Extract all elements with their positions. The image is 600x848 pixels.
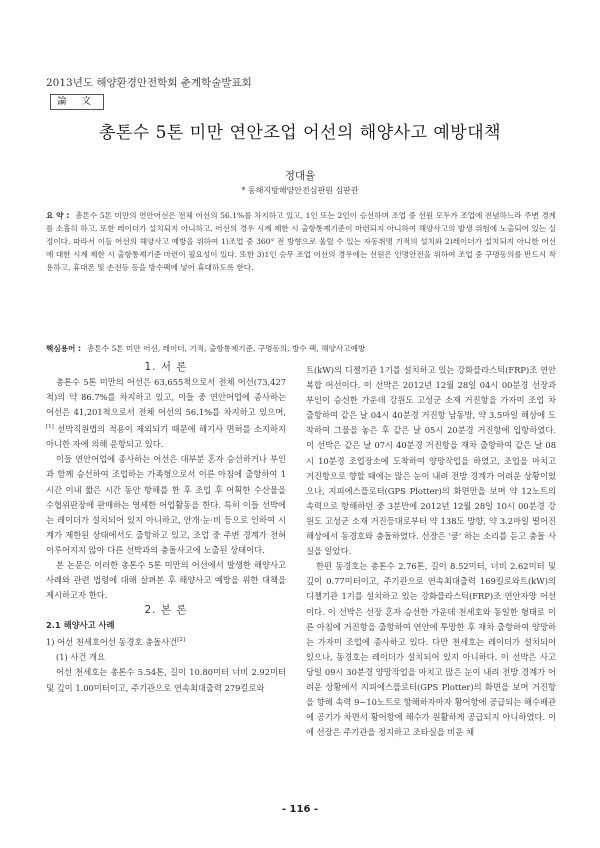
section-heading-intro: 1. 서 론	[144, 361, 188, 373]
left-column	[46, 360, 286, 696]
paragraph: 트(kW)의 디젤기관 1기를 설치하고 있는 강화플라스틱(FRP)조 연안복합 어선이다. 이 선박은 2012년 12월 28일 04시 00분경 선장과 부인이 승선한 가운데 강원도 고성군 소재 거진항을 가자미 조업 차 출항하여 같은 날 04시 40분경 거진항 남동방, 약 3.5마일 해상에 도착하여 그물을 놓은 후 같은 날 05시 20분경 거진항에 입항하였다. 이 선박은 같은 날 07시 40분경 거진항을 재차 출항하여 같은 날 08시 10분경 조업장소에 도착하여 양망작업을 하였고, 조업을 마치고 거진항으로 향할 때에는 많은 눈이 내려 전방 경계가 어려운 상황이었으나, 지피에스플로터(GPS Plotter)의 화면만을 보며 약 12노트의 속력으로 항해하던 중 3분만에 2012년 12월 28일 10시 00분경 강원도 고성군 소재 거진등대로부터 약 138도 방향, 약 3.2마일 떨어진 해상에서 동경호와 충돌하였다. 선장은 '쿵' 하는 소리를 듣고 충돌 사실을 알았다.	[306, 365, 556, 557]
article-type-tag: 論 文	[50, 94, 104, 110]
paragraph-text: 선박직원법의 적용이 제외되기 때문에 해기사 면허를 소지하지 아니한 자에 의해 운항되고 있다.	[46, 424, 286, 450]
abstract-text: 총톤수 5톤 미만의 연안어선은 전체 어선의 56.1%를 차지하고 있고, 1인 또는 2인이 승선하며 조업 중 선원 모두가 조업에 전념하느라 주변 경계를 소홀히 하고, 또한 레이더가 설치되지 아니하고, 어선의 경우 시계 제한 시 출항통제기준이 마련되지 아니하여 해양사고의 발생 위험에 노출되어 있는 실정이다. 따라서 이들 어선의 해양사고 예방을 위하여 1)조업 중 360° 전 방향으로 울릴 수 있는 자동취명 기적의 설치와 2)레이더가 설치되지 아니한 어선에 대한 시계 제한 시 출항통제기준 마련이 필요성이 있다. 또한 3)1인 승무 조업 어선의 경우에는 선원은 인명안전을 위하여 조업 중 구명동의를 반드시 착용하고, 휴대폰 및 손전등 등을 방수팩에 넣어 휴대하도록 한다.	[46, 211, 556, 273]
section-heading-body: 2. 본 론	[144, 604, 188, 617]
keywords	[46, 343, 556, 354]
keywords-text: 총톤수 5톤 미만 어선, 레이더, 기적, 출항통제기준, 구명동의, 방수 팩, 해양사고예방	[87, 344, 366, 353]
keywords-label: 핵심용어 :	[46, 344, 82, 353]
paragraph-text: 총톤수 5톤 미만의 어선은 63,655척으로서 전체 어선(73,427척)의 약 86.7%를 차지하고 있고, 이들 중 연안어업에 종사하는 어선은 41,201척으로서 전체 어선의 56.1%를 차지하고 있으며,	[46, 377, 286, 418]
abstract	[46, 209, 556, 274]
paragraph	[46, 375, 286, 452]
citation-ref: [2]	[177, 637, 186, 644]
case-title: 1) 어선 천세호어선 동경호 충돌사건	[46, 637, 178, 648]
paragraph: 한편 동경호는 총톤수 2.76톤, 길이 8.52미터, 너비 2.62미터 및 깊이 0.77미터이고, 주기관으로 연속최대출력 169킬로와트(kW)의 디젤기관 1기를 설치하고 있는 강화플라스틱(FRP)조 연안자망 어선이다. 이 선박은 선장 혼자 승선한 가운데 천세호와 동일한 형태로 이른 아침에 거진항을 출항하여 연안에 투망한 후 재차 출항하여 양망하는 가자미 조업에 종사하고 있다. 다만 천세호는 레이더가 설치되어 있으나, 동경호는 레이더가 설치되어 있지 아니하다. 이 선박은 사고당일 09시 30분경 양망작업을 마치고 많은 눈이 내려 전방 경계가 어려운 상황에서 지피에스플로터(GPS Plotter)의 화면을 보며 거진항을 향해 속력 9~10노트로 항해하자마자 황어항에 공급되는 해수배관에 공기가 차면서 황어항에 해수가 원활하게 공급되지 아니하였다. 이에 선장은 주기관을 정지하고 조타실을 비운 채	[306, 561, 556, 738]
paper-title: 총톤수 5톤 미만 연안조업 어선의 해양사고 예방대책	[98, 123, 502, 143]
paragraph: 본 논문은 이러한 총톤수 5톤 미만의 어선에서 발생한 해양사고 사례와 관련 법령에 대해 살펴본 후 해양사고 예방을 위한 대책을 제시하고자 한다.	[46, 559, 286, 601]
conference-header: 2013년도 해양환경안전학회 춘계학술발표회	[46, 77, 252, 89]
abstract-label: 요 약 :	[46, 211, 70, 220]
subsection-heading: 2.1 해양사고 사례	[46, 620, 115, 631]
case-subheading: (1) 사건 개요	[55, 652, 106, 663]
author-affiliation: * 동해지방해양안전심판원 심판관	[241, 186, 359, 195]
citation-ref: [1]	[46, 424, 54, 431]
author-name: 정대율	[284, 170, 316, 182]
paragraph: 이들 연안어업에 종사하는 어선은 대부분 혼자 승선하거나 부인과 함께 승선하여 조업하는 가족형으로서 이른 아침에 출항하여 1시간 이내 짧은 시간 동안 항해를 한 후 조업 후 어획한 수산물을 수협위판장에 판매하는 영세한 어업활동을 한다. 특히 이들 선박에는 레이더가 설치되어 있지 아니하고, 안개·눈·비 등으로 인하여 시계가 제한된 상태에서도 출항하고 있고, 조업 중 주변 경계가 전혀 이루어지지 않아 다른 선박과의 충돌사고에 노출된 상태이다.	[46, 454, 286, 555]
paragraph: 어선 천세호는 총톤수 5.54톤, 길이 10.80미터 너비 2.92미터 및 깊이 1.00미터이고, 주기관으로 연속최대출력 279킬로와	[46, 667, 286, 693]
page-number: - 116 -	[281, 804, 319, 815]
case-heading	[46, 633, 286, 650]
right-column	[306, 363, 556, 740]
